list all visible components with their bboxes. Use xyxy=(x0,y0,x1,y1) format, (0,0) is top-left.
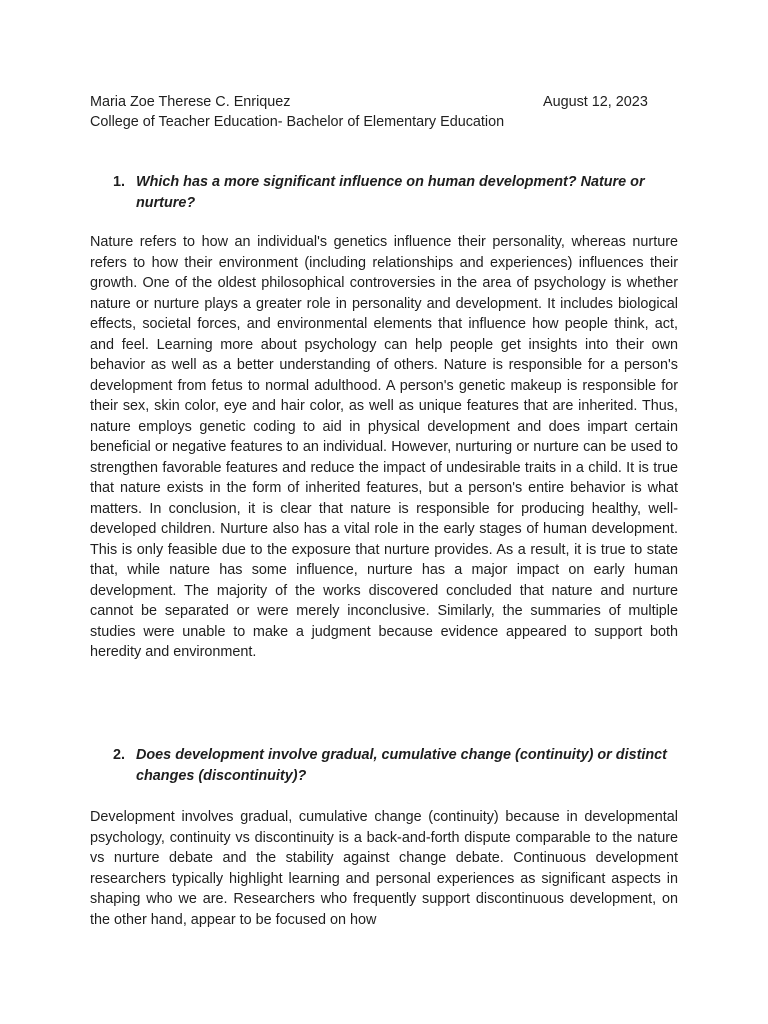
question-1 xyxy=(113,172,688,213)
header-row xyxy=(90,92,678,112)
college-program: College of Teacher Education- Bachelor of Elementary Education xyxy=(90,114,505,130)
question-1-number: 1. xyxy=(113,174,126,190)
answer-2-paragraph: Development involves gradual, cumulative change (continuity) because in developmental psychology, continuity vs discontinuity is a back-and-forth dispute comparable to the nature vs nurture debate and the stability against change debate. Continuous development researchers typically highlight learning and personal experiences as significant aspects in shaping who we are. Researchers who frequently support discontinuous development, on the other hand, appear to be focused on how xyxy=(90,809,678,928)
answer-1-paragraph: Nature refers to how an individual's genetics influence their personality, whereas nurture refers to how their environment (including relationships and experiences) influences their growth. One of the oldest philosophical controversies in the area of psychology is whether nature or nurture plays a greater role in personality and development. It includes biological effects, societal forces, and environmental elements that influence how people think, act, and feel. Learning more about psychology can help people get insights into their own behavior as well as a better understanding of others. Nature is responsible for a person's development from fetus to normal adulthood. A person's genetic makeup is responsible for their sex, skin color, eye and hair color, as well as unique features that are inherited. Thus, nature employs genetic coding to aid in physical development and does impart certain beneficial or negative features to an individual. However, nurturing or nurture can be used to strengthen favorable features and reduce the impact of undesirable traits in a child. It is true that nature exists in the form of inherited features, but a person's entire behavior is what matters. In conclusion, it is clear that nature is responsible for producing healthy, well-developed children. Nurture also has a vital role in the early stages of human development. This is only feasible due to the exposure that nurture provides. As a result, it is true to state that, while nature has some influence, nurture has a major impact on early human development. The majority of the works discovered concluded that nature and nurture cannot be separated or were merely inconclusive. Similarly, the summaries of multiple studies were unable to make a judgment because evidence appeared to support both heredity and environment. xyxy=(90,234,678,660)
question-2 xyxy=(113,745,688,786)
question-2-number: 2. xyxy=(113,747,126,763)
question-2-text: Does development involve gradual, cumulative change (continuity) or distinct changes (discontinuity)? xyxy=(136,747,667,784)
document-date: August 12, 2023 xyxy=(543,94,648,110)
author-name: Maria Zoe Therese C. Enriquez xyxy=(90,94,291,110)
question-1-text: Which has a more significant influence on human development? Nature or nurture? xyxy=(136,174,645,211)
